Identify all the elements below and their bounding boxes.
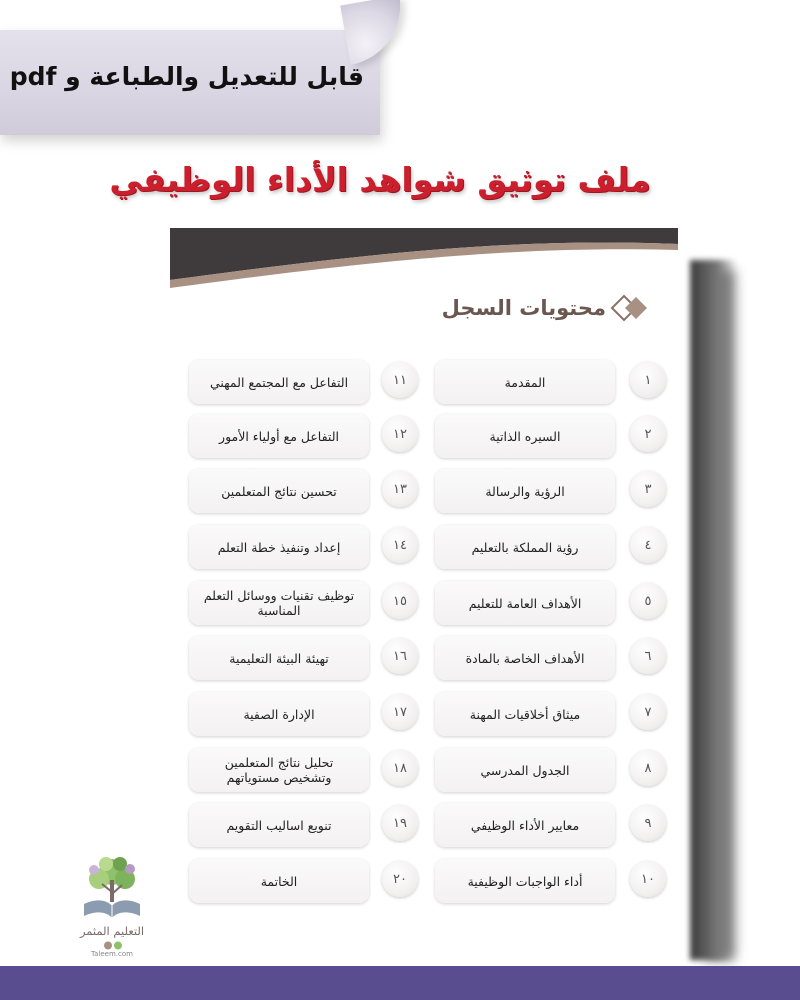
toc-item-number: ١٩ [382,805,418,841]
logo-name: التعليم المثمر [79,924,145,938]
toc-item-number: ١٣ [382,471,418,507]
logo-site: Taleem.com [91,950,133,958]
toc-item-number: ٤ [630,527,666,563]
section-title: محتويات السجل [441,296,606,320]
toc-item-number: ١٢ [382,416,418,452]
toc-item-number: ١٥ [382,583,418,619]
page-shadow-edge [690,260,736,960]
toc-item-number: ١٤ [382,527,418,563]
toc-item-label: رؤية المملكة بالتعليم [435,525,615,569]
toc-item-number: ١٦ [382,638,418,674]
toc-item-number: ٣ [630,471,666,507]
toc-item-label: الأهداف العامة للتعليم [435,581,615,625]
toc-item-label: الرؤية والرسالة [435,469,615,513]
toc-item-number: ٥ [630,583,666,619]
toc-item-label: الإدارة الصفية [189,692,369,736]
toc-item-label: الأهداف الخاصة بالمادة [435,636,615,680]
banner-text: قابل للتعديل والطباعة و pdf [9,62,364,91]
toc-item-label: تنويع اساليب التقويم [189,803,369,847]
toc-item-label: معايير الأداء الوظيفي [435,803,615,847]
logo-dots-icon [102,941,124,950]
toc-item-label: إعداد وتنفيذ خطة التعلم [189,525,369,569]
toc-item-number: ١٧ [382,694,418,730]
page-title: ملف توثيق شواهد الأداء الوظيفي [109,160,651,199]
toc-item-label: توظيف تقنيات ووسائل التعلم المناسبة [189,581,369,625]
toc-item-number: ٦ [630,638,666,674]
toc-item-number: ١٨ [382,750,418,786]
brand-logo [72,852,152,964]
toc-item-label: الخاتمة [189,859,369,903]
toc-item-number: ٢ [630,416,666,452]
toc-item-label: تحليل نتائج المتعلمين وتشخيص مستوياتهم [189,748,369,792]
toc-item-number: ٩ [630,805,666,841]
toc-item-label: أداء الواجبات الوظيفية [435,859,615,903]
toc-item-number: ٧ [630,694,666,730]
toc-item-number: ١ [630,362,666,398]
toc-item-label: ميثاق أخلاقيات المهنة [435,692,615,736]
toc-item-label: تهيئة البيئة التعليمية [189,636,369,680]
tree-book-icon [72,852,152,924]
toc-item-number: ٢٠ [382,861,418,897]
toc-item-label: التفاعل مع أولياء الأمور [189,414,369,458]
toc-item-label: التفاعل مع المجتمع المهني [189,360,369,404]
toc-item-number: ١٠ [630,861,666,897]
toc-item-number: ١١ [382,362,418,398]
toc-item-label: تحسين نتائج المتعلمين [189,469,369,513]
toc-item-label: الجدول المدرسي [435,748,615,792]
document-page [170,228,678,968]
toc-item-number: ٨ [630,750,666,786]
toc-item-label: المقدمة [435,360,615,404]
bottom-bar [0,966,800,1000]
toc-item-label: السيره الذاتية [435,414,615,458]
toc-list [170,228,678,968]
